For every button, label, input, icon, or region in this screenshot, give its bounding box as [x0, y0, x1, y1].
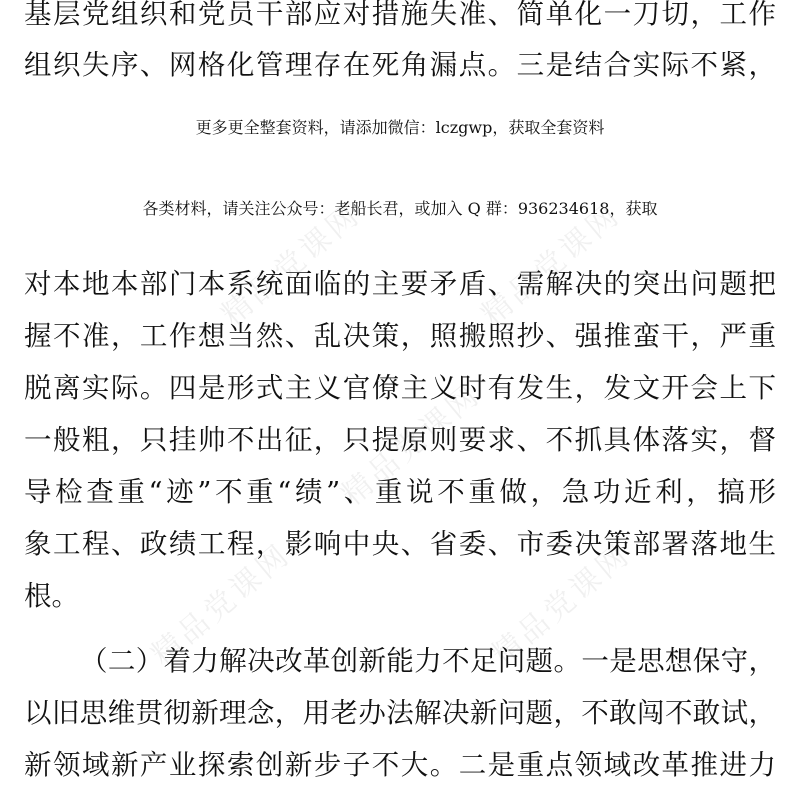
- paragraph-line: 以旧思维贯彻新理念，用老办法解决新问题，不敢闯不敢试，: [24, 697, 776, 729]
- section-heading-line: （二）着力解决改革创新能力不足问题。一是思想保守，: [80, 645, 776, 677]
- paragraph-line: 根。: [24, 580, 79, 612]
- paragraph-line: 握不准，工作想当然、乱决策，照搬照抄、强推蛮干，严重: [24, 320, 776, 352]
- paragraph-line: 一般粗，只挂帅不出征，只提原则要求、不抓具体落实，督: [24, 424, 776, 456]
- notice-wechat: 更多更全整套资料，请添加微信：lczgwp，获取全套资料: [195, 118, 605, 137]
- watermark-text: 精品党课网: [335, 376, 488, 513]
- paragraph-line: 组织失序、网格化管理存在死角漏点。三是结合实际不紧，: [24, 49, 776, 81]
- watermark-text: 精品党课网: [215, 196, 368, 333]
- paragraph-line: 新领域新产业探索创新步子不大。二是重点领域改革推进力: [24, 749, 776, 781]
- paragraph-line: 导检查重“迹”不重“绩”、重说不重做，急功近利，搞形: [24, 476, 776, 508]
- paragraph-line: 基层党组织和党员干部应对措施失准、简单化一刀切，工作: [24, 0, 776, 30]
- paragraph-line: 对本地本部门本系统面临的主要矛盾、需解决的突出问题把: [24, 268, 776, 300]
- notice-public-account: 各类材料，请关注公众号：老船长君，或加入 Q 群：936234618，获取: [142, 199, 658, 218]
- paragraph-line: 脱离实际。四是形式主义官僚主义时有发生，发文开会上下: [24, 372, 776, 404]
- watermark-text: 精品党课网: [475, 196, 628, 333]
- watermark-text: 精品党课网: [145, 536, 298, 673]
- watermark-text: 精品党课网: [485, 536, 638, 673]
- paragraph-line: 象工程、政绩工程，影响中央、省委、市委决策部署落地生: [24, 528, 776, 560]
